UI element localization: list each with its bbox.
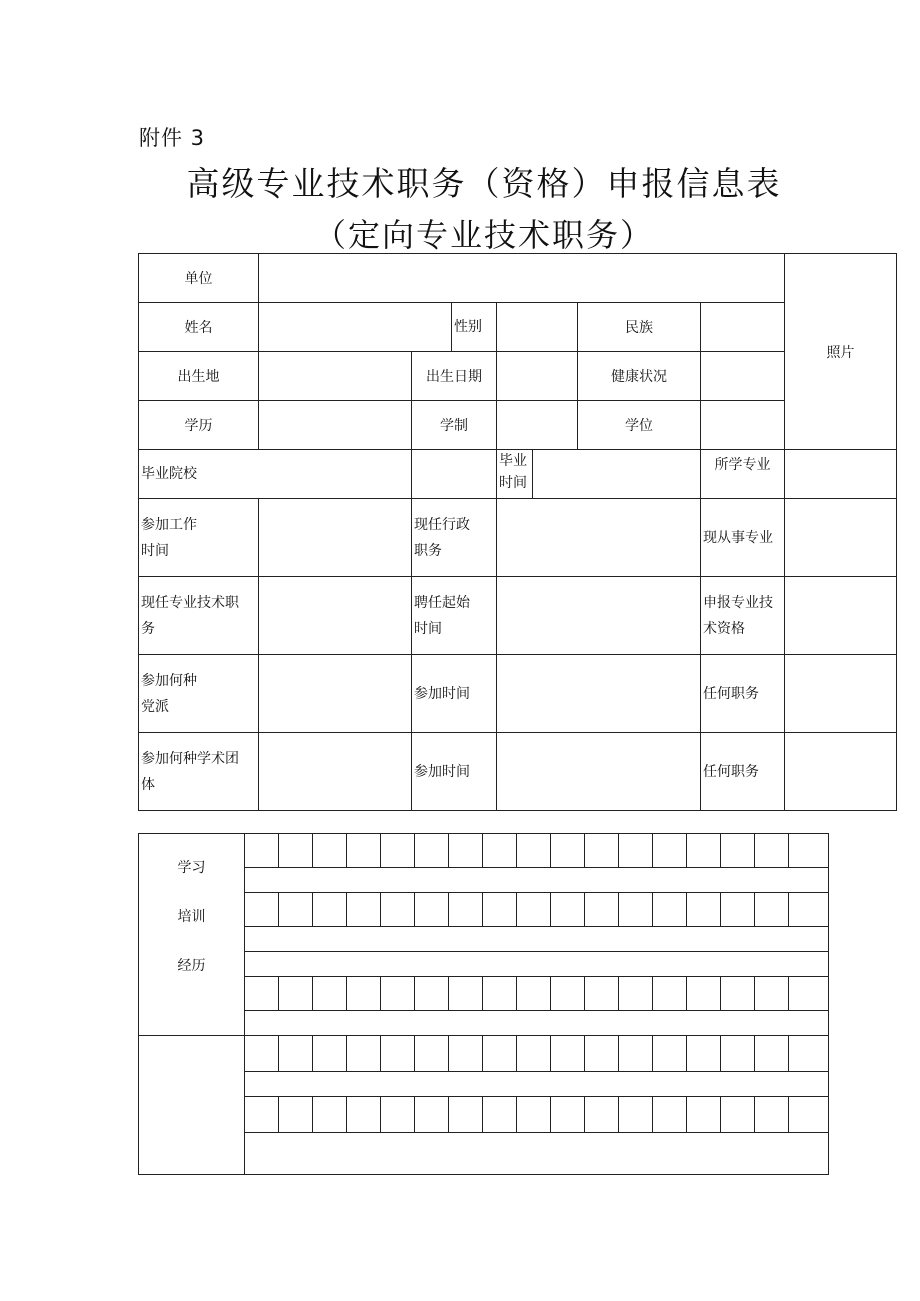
text-line[interactable] bbox=[245, 1072, 829, 1097]
gender-label: 性别 bbox=[452, 303, 497, 352]
text-line[interactable] bbox=[245, 868, 829, 893]
birthdate-label: 出生日期 bbox=[412, 352, 497, 401]
academic-group-label bbox=[139, 733, 259, 811]
apply-qual-label bbox=[701, 577, 785, 655]
form-title: 高级专业技术职务（资格）申报信息表 bbox=[186, 164, 782, 203]
graduated-school-label: 毕业院校 bbox=[139, 450, 412, 499]
work-start-line2: 时间 bbox=[141, 542, 169, 559]
training-table bbox=[138, 833, 829, 1175]
current-title-label bbox=[139, 577, 259, 655]
grid-cell[interactable] bbox=[313, 1097, 347, 1133]
current-title-input[interactable] bbox=[259, 577, 412, 655]
grid-cell[interactable] bbox=[687, 893, 721, 927]
grid-cell[interactable] bbox=[653, 977, 687, 1011]
grid-cell[interactable] bbox=[415, 977, 449, 1011]
text-line[interactable] bbox=[245, 1011, 829, 1036]
grid-cell[interactable] bbox=[551, 977, 585, 1011]
grid-cell[interactable] bbox=[789, 977, 829, 1011]
grid-cell[interactable] bbox=[347, 893, 381, 927]
grid-cell[interactable] bbox=[721, 893, 755, 927]
grid-cell[interactable] bbox=[245, 1036, 279, 1072]
grid-cell[interactable] bbox=[585, 977, 619, 1011]
schooling-length-label: 学制 bbox=[412, 401, 497, 450]
academic-group-input[interactable] bbox=[259, 733, 412, 811]
admin-post-line1: 现任行政 bbox=[414, 516, 470, 533]
grid-cell[interactable] bbox=[279, 834, 313, 868]
academic-join-time-input[interactable] bbox=[497, 733, 701, 811]
party-line1: 参加何种 bbox=[141, 672, 197, 689]
grid-cell[interactable] bbox=[347, 1036, 381, 1072]
grid-cell[interactable] bbox=[517, 893, 551, 927]
apply-qual-input[interactable] bbox=[785, 577, 897, 655]
academic-post-label: 任何职务 bbox=[701, 733, 785, 811]
appoint-start-line2: 时间 bbox=[414, 620, 442, 637]
grid-cell[interactable] bbox=[415, 893, 449, 927]
admin-post-label bbox=[412, 499, 497, 577]
current-title-line2: 务 bbox=[141, 620, 155, 637]
grid-cell[interactable] bbox=[415, 1036, 449, 1072]
party-input[interactable] bbox=[259, 655, 412, 733]
degree-input[interactable] bbox=[701, 401, 785, 450]
grid-cell[interactable] bbox=[449, 834, 483, 868]
grid-cell[interactable] bbox=[517, 1036, 551, 1072]
degree-label: 学位 bbox=[578, 401, 701, 450]
appoint-start-line1: 聘任起始 bbox=[414, 594, 470, 611]
grid-cell[interactable] bbox=[517, 977, 551, 1011]
grid-cell[interactable] bbox=[483, 893, 517, 927]
grid-cell[interactable] bbox=[585, 893, 619, 927]
birthplace-label: 出生地 bbox=[139, 352, 259, 401]
grid-cell[interactable] bbox=[313, 977, 347, 1011]
attachment-label: 附件 3 bbox=[139, 126, 206, 150]
grid-cell[interactable] bbox=[449, 1036, 483, 1072]
party-post-label: 任何职务 bbox=[701, 655, 785, 733]
grid-cell[interactable] bbox=[245, 1097, 279, 1133]
grid-cell[interactable] bbox=[347, 834, 381, 868]
grid-cell[interactable] bbox=[789, 834, 829, 868]
training-label-line2: 培训 bbox=[177, 909, 206, 925]
major-studied-label: 所学专业 bbox=[701, 450, 785, 499]
apply-qual-line2: 术资格 bbox=[703, 620, 745, 637]
info-table bbox=[138, 253, 897, 811]
party-join-time-input[interactable] bbox=[497, 655, 701, 733]
grid-cell[interactable] bbox=[619, 1036, 653, 1072]
unit-input[interactable] bbox=[259, 254, 785, 303]
party-join-time-label: 参加时间 bbox=[412, 655, 497, 733]
training-label-line1: 学习 bbox=[177, 860, 206, 876]
grid-cell[interactable] bbox=[551, 1097, 585, 1133]
grid-cell[interactable] bbox=[721, 834, 755, 868]
grid-cell[interactable] bbox=[551, 834, 585, 868]
grid-cell[interactable] bbox=[619, 893, 653, 927]
grid-cell[interactable] bbox=[245, 893, 279, 927]
grid-cell[interactable] bbox=[653, 1036, 687, 1072]
grid-cell[interactable] bbox=[789, 1036, 829, 1072]
grid-cell[interactable] bbox=[313, 834, 347, 868]
current-specialty-input[interactable] bbox=[785, 499, 897, 577]
unit-label: 单位 bbox=[139, 254, 259, 303]
academic-post-input[interactable] bbox=[785, 733, 897, 811]
grid-cell[interactable] bbox=[449, 977, 483, 1011]
ethnicity-input[interactable] bbox=[701, 303, 785, 352]
grid-cell[interactable] bbox=[619, 1097, 653, 1133]
form-subtitle: （定向专业技术职务） bbox=[313, 216, 654, 254]
grid-cell[interactable] bbox=[483, 1097, 517, 1133]
current-specialty-label: 现从事专业 bbox=[701, 499, 785, 577]
health-label: 健康状况 bbox=[578, 352, 701, 401]
admin-post-input[interactable] bbox=[497, 499, 701, 577]
grid-cell[interactable] bbox=[551, 893, 585, 927]
work-start-label bbox=[139, 499, 259, 577]
grid-cell[interactable] bbox=[687, 1036, 721, 1072]
training-label-empty bbox=[139, 1036, 245, 1175]
training-label-line3: 经历 bbox=[177, 958, 206, 974]
major-studied-input[interactable] bbox=[785, 450, 897, 499]
text-line[interactable] bbox=[245, 952, 829, 977]
grid-cell[interactable] bbox=[381, 1036, 415, 1072]
schooling-length-input[interactable] bbox=[497, 401, 578, 450]
grid-cell[interactable] bbox=[585, 834, 619, 868]
grid-cell[interactable] bbox=[381, 834, 415, 868]
party-post-input[interactable] bbox=[785, 655, 897, 733]
party-line2: 党派 bbox=[141, 698, 169, 715]
gender-input[interactable] bbox=[497, 303, 578, 352]
health-input[interactable] bbox=[701, 352, 785, 401]
grid-cell[interactable] bbox=[347, 977, 381, 1011]
current-title-line1: 现任专业技术职 bbox=[141, 594, 239, 611]
grid-cell[interactable] bbox=[279, 977, 313, 1011]
grid-cell[interactable] bbox=[313, 893, 347, 927]
grid-cell[interactable] bbox=[449, 893, 483, 927]
apply-qual-line1: 申报专业技 bbox=[703, 594, 773, 611]
grid-cell[interactable] bbox=[551, 1036, 585, 1072]
graduation-time-input[interactable] bbox=[533, 450, 701, 499]
grid-cell[interactable] bbox=[687, 1097, 721, 1133]
grid-cell[interactable] bbox=[415, 834, 449, 868]
birthplace-input[interactable] bbox=[259, 352, 412, 401]
grid-cell[interactable] bbox=[449, 1097, 483, 1133]
admin-post-line2: 职务 bbox=[414, 542, 442, 559]
grid-cell[interactable] bbox=[381, 1097, 415, 1133]
grid-cell[interactable] bbox=[789, 893, 829, 927]
ethnicity-label: 民族 bbox=[578, 303, 701, 352]
grid-cell[interactable] bbox=[279, 1097, 313, 1133]
academic-group-line2: 体 bbox=[141, 776, 155, 793]
grid-cell[interactable] bbox=[313, 1036, 347, 1072]
grid-cell[interactable] bbox=[483, 1036, 517, 1072]
graduated-school-input[interactable] bbox=[412, 450, 497, 499]
grid-cell[interactable] bbox=[245, 834, 279, 868]
grid-cell[interactable] bbox=[755, 893, 789, 927]
grid-cell[interactable] bbox=[585, 1036, 619, 1072]
grid-cell[interactable] bbox=[755, 834, 789, 868]
work-start-input[interactable] bbox=[259, 499, 412, 577]
grid-cell[interactable] bbox=[721, 1097, 755, 1133]
grid-cell[interactable] bbox=[755, 977, 789, 1011]
grid-cell[interactable] bbox=[517, 834, 551, 868]
text-line[interactable] bbox=[245, 927, 829, 952]
grid-cell[interactable] bbox=[279, 893, 313, 927]
grid-cell[interactable] bbox=[619, 834, 653, 868]
grid-cell[interactable] bbox=[653, 893, 687, 927]
grid-cell[interactable] bbox=[619, 977, 653, 1011]
grid-cell[interactable] bbox=[245, 977, 279, 1011]
grid-cell[interactable] bbox=[721, 1036, 755, 1072]
grid-cell[interactable] bbox=[483, 834, 517, 868]
grid-cell[interactable] bbox=[687, 977, 721, 1011]
education-input[interactable] bbox=[259, 401, 412, 450]
grid-cell[interactable] bbox=[789, 1097, 829, 1133]
text-line[interactable] bbox=[245, 1133, 829, 1175]
party-label bbox=[139, 655, 259, 733]
birthdate-input[interactable] bbox=[497, 352, 578, 401]
training-label bbox=[139, 834, 245, 1036]
grid-cell[interactable] bbox=[347, 1097, 381, 1133]
grid-cell[interactable] bbox=[653, 834, 687, 868]
appoint-start-label bbox=[412, 577, 497, 655]
grid-cell[interactable] bbox=[517, 1097, 551, 1133]
grid-cell[interactable] bbox=[755, 1036, 789, 1072]
graduation-time-label: 毕业时间 bbox=[497, 450, 533, 499]
appoint-start-input[interactable] bbox=[497, 577, 701, 655]
grid-cell[interactable] bbox=[755, 1097, 789, 1133]
grid-cell[interactable] bbox=[653, 1097, 687, 1133]
grid-cell[interactable] bbox=[381, 893, 415, 927]
grid-cell[interactable] bbox=[585, 1097, 619, 1133]
education-label: 学历 bbox=[139, 401, 259, 450]
name-input[interactable] bbox=[259, 303, 452, 352]
grid-cell[interactable] bbox=[687, 834, 721, 868]
grid-cell[interactable] bbox=[721, 977, 755, 1011]
name-label: 姓名 bbox=[139, 303, 259, 352]
grid-cell[interactable] bbox=[279, 1036, 313, 1072]
grid-cell[interactable] bbox=[381, 977, 415, 1011]
work-start-line1: 参加工作 bbox=[141, 516, 197, 533]
photo-box[interactable]: 照片 bbox=[785, 254, 897, 450]
grid-cell[interactable] bbox=[415, 1097, 449, 1133]
academic-group-line1: 参加何种学术团 bbox=[141, 750, 239, 767]
academic-join-time-label: 参加时间 bbox=[412, 733, 497, 811]
grid-cell[interactable] bbox=[483, 977, 517, 1011]
